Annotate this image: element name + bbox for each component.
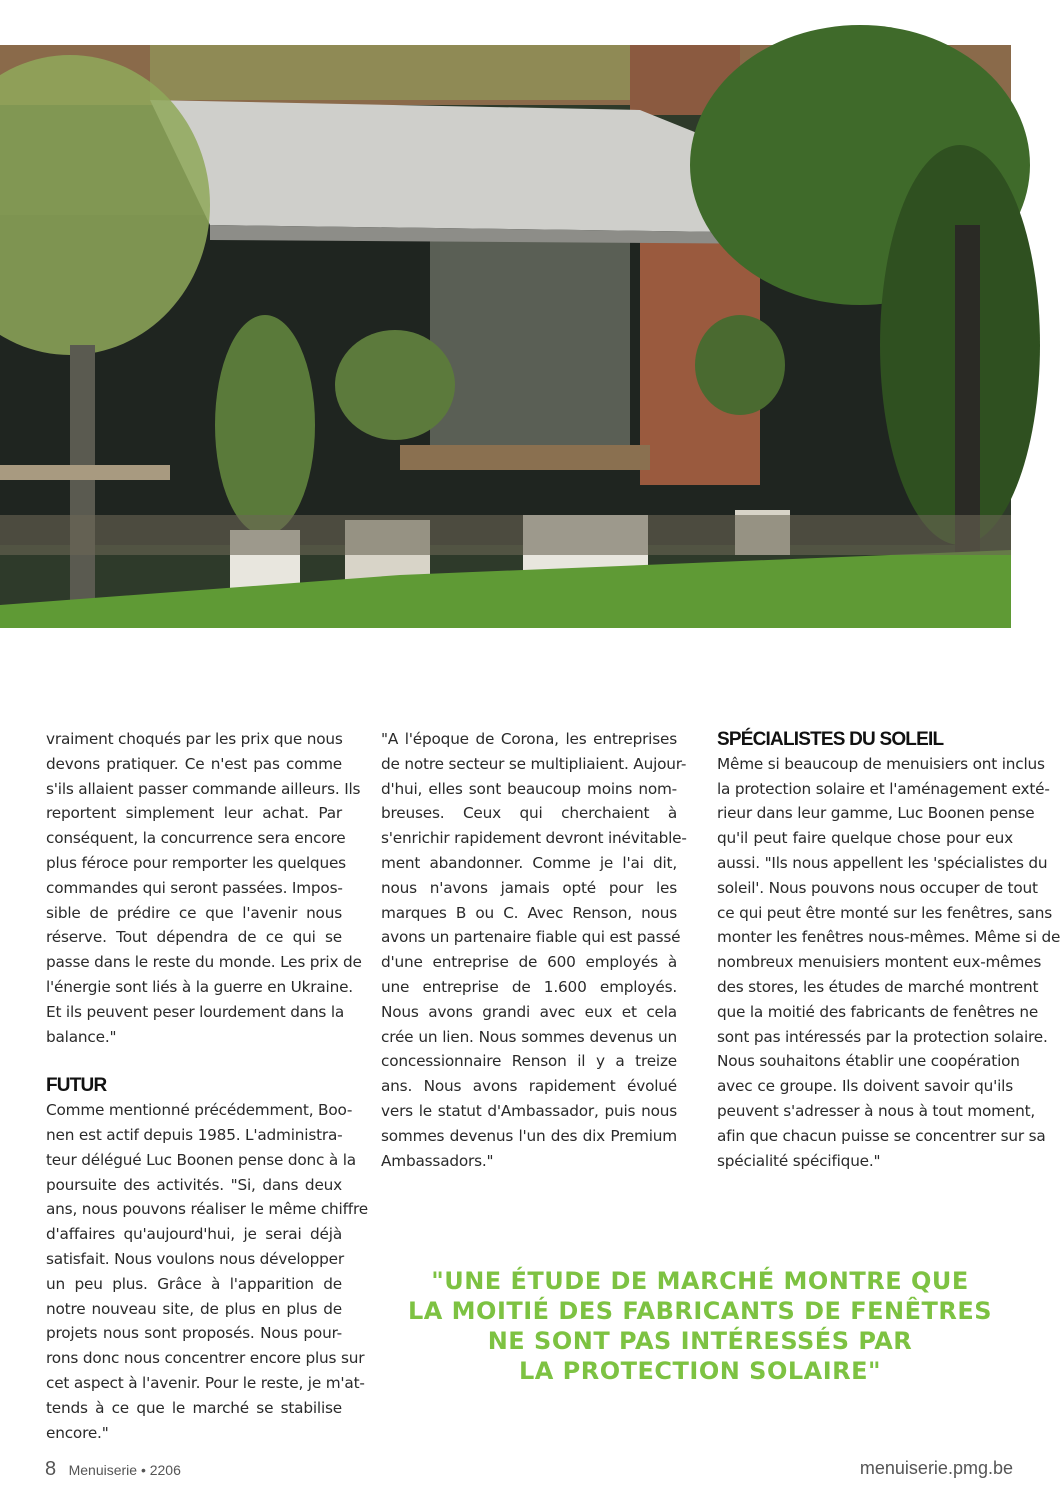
body-text-line: peuvent s'adresser à nous à tout moment,: [717, 1101, 1036, 1120]
body-text-line: vraiment choqués par les prix que nous: [46, 730, 343, 748]
pull-quote: [390, 1266, 1010, 1386]
body-text-line: ment abandonner. Comme je l'ai dit,: [381, 853, 677, 872]
body-text-line: sommes devenus l'un des dix Premium: [381, 1126, 677, 1145]
body-text-line: teur délégué Luc Boonen pense donc à la: [46, 1150, 356, 1169]
body-text-line: rons donc nous concentrer encore plus sur: [46, 1349, 365, 1368]
body-text-line: notre nouveau site, de plus en plus de: [46, 1299, 342, 1318]
body-text-line: commandes qui seront passées. Impos-: [46, 878, 343, 897]
body-text-line: avons un partenaire fiable qui est passé: [381, 928, 681, 947]
block-spacer: [46, 1049, 342, 1073]
body-text-line: marques B ou C. Avec Renson, nous: [381, 903, 677, 922]
body-text-line: spécialité spécifique.": [717, 1151, 881, 1170]
article-column-3: [717, 727, 1060, 1173]
body-text-line: Et ils peuvent peser lourdement dans la: [46, 1002, 345, 1021]
body-text-line: un peu plus. Grâce à l'apparition de: [46, 1274, 342, 1293]
section-heading: SPÉCIALISTES DU SOLEIL: [717, 729, 944, 750]
body-text-line: soleil'. Nous pouvons nous occuper de tout: [717, 878, 1038, 897]
section-heading: FUTUR: [46, 1075, 107, 1097]
body-text-line: avec ce groupe. Ils doivent savoir qu'ils: [717, 1077, 1013, 1096]
footer-folio: [45, 1458, 181, 1481]
body-text-line: devons pratiquer. Ce n'est pas comme: [46, 754, 342, 773]
body-text-line: reportent simplement leur achat. Par: [46, 804, 342, 823]
body-text-line: une entreprise de 1.600 employés.: [381, 977, 677, 996]
body-text-line: Nous souhaitons établir une coopération: [717, 1052, 1020, 1071]
body-text-line: d'une entreprise de 600 employés à: [381, 953, 677, 972]
body-text-line: satisfait. Nous voulons nous développer: [46, 1249, 344, 1268]
body-text-line: l'énergie sont liés à la guerre en Ukraine.: [46, 977, 353, 996]
body-text-line: tends à ce que le marché se stabilise: [46, 1398, 342, 1417]
body-text-line: monter les fenêtres nous-mêmes. Même si de: [717, 928, 1060, 947]
body-text-line: breuses. Ceux qui cherchaient à: [381, 804, 677, 823]
body-text-line: "A l'époque de Corona, les entreprises: [381, 730, 677, 748]
body-text-line: de notre secteur se multipliaient. Aujour-: [381, 754, 687, 773]
body-text-line: Ambassadors.": [381, 1151, 494, 1170]
body-text-line: nous n'avons jamais opté pour les: [381, 878, 677, 897]
body-text-line: afin que chacun puisse se concentrer sur sa: [717, 1126, 1046, 1145]
body-text-line: s'enrichir rapidement devront inévitable-: [381, 829, 687, 848]
body-text-line: vers le statut d'Ambassador, puis nous: [381, 1101, 677, 1120]
body-text-line: ans, nous pouvons réaliser le même chiffre: [46, 1200, 368, 1219]
body-text-line: d'affaires qu'aujourd'hui, je serai déjà: [46, 1225, 342, 1244]
pull-quote-line: LA PROTECTION SOLAIRE": [518, 1357, 882, 1385]
body-text-line: réserve. Tout dépendra de ce qui se: [46, 928, 342, 947]
body-text-line: aussi. "Ils nous appellent les 'spécialistes du: [717, 853, 1048, 872]
body-text-line: s'ils allaient passer commande ailleurs. Ils: [46, 779, 361, 798]
article-column-1: [46, 727, 368, 1445]
body-text-line: rieur dans leur gamme, Luc Boonen pense: [717, 804, 1035, 823]
body-text-line: la protection solaire et l'aménagement exté-: [717, 779, 1050, 798]
body-text-line: ans. Nous avons rapidement évolué: [381, 1077, 677, 1096]
body-text-line: plus féroce pour remporter les quelques: [46, 853, 346, 872]
body-text-line: des stores, les études de marché montrent: [717, 977, 1039, 996]
body-text-line: que la moitié des fabricants de fenêtres ne: [717, 1002, 1039, 1021]
body-text-line: encore.": [46, 1423, 109, 1442]
body-text-line: projets nous sont proposés. Nous pour-: [46, 1324, 342, 1343]
body-text-line: nen est actif depuis 1985. L'administra-: [46, 1125, 343, 1144]
pull-quote-line: "UNE ÉTUDE DE MARCHÉ MONTRE QUE: [431, 1267, 969, 1295]
article-column-2: [381, 727, 687, 1173]
body-text-line: concessionnaire Renson il y a treize: [381, 1052, 677, 1071]
pull-quote-line: NE SONT PAS INTÉRESSÉS PAR: [487, 1327, 913, 1355]
body-text-line: sible de prédire ce que l'avenir nous: [46, 903, 342, 922]
body-text-line: crée un lien. Nous sommes devenus un: [381, 1027, 677, 1046]
body-text-line: passe dans le reste du monde. Les prix de: [46, 953, 362, 972]
body-text-line: poursuite des activités. "Si, dans deux: [46, 1175, 342, 1194]
body-text-line: qu'il peut faire quelque chose pour eux: [717, 829, 1013, 848]
body-text-line: conséquent, la concurrence sera encore: [46, 829, 346, 848]
body-text-line: Nous avons grandi avec eux et cela: [381, 1002, 677, 1021]
body-text-line: nombreux menuisiers montent eux-mêmes: [717, 953, 1042, 972]
website-link[interactable]: menuiserie.pmg.be: [859, 1458, 1013, 1478]
body-text-line: sont pas intéressés par la protection solaire.: [717, 1027, 1048, 1046]
body-text-line: cet aspect à l'avenir. Pour le reste, je m'at-: [46, 1373, 365, 1392]
body-text-line: Même si beaucoup de menuisiers ont inclus: [717, 754, 1045, 773]
page-number: 8: [45, 1458, 57, 1480]
magazine-issue: Menuiserie • 2206: [68, 1462, 181, 1478]
pull-quote-line: LA MOITIÉ DES FABRICANTS DE FENÊTRES: [407, 1297, 993, 1325]
body-text-line: Comme mentionné précédemment, Boo-: [46, 1101, 353, 1120]
terrace-photo: [0, 45, 1011, 628]
body-text-line: balance.": [46, 1027, 117, 1046]
body-text-line: ce qui peut être monté sur les fenêtres, sans: [717, 903, 1053, 922]
body-text-line: d'hui, elles sont beaucoup moins nom-: [381, 779, 677, 798]
